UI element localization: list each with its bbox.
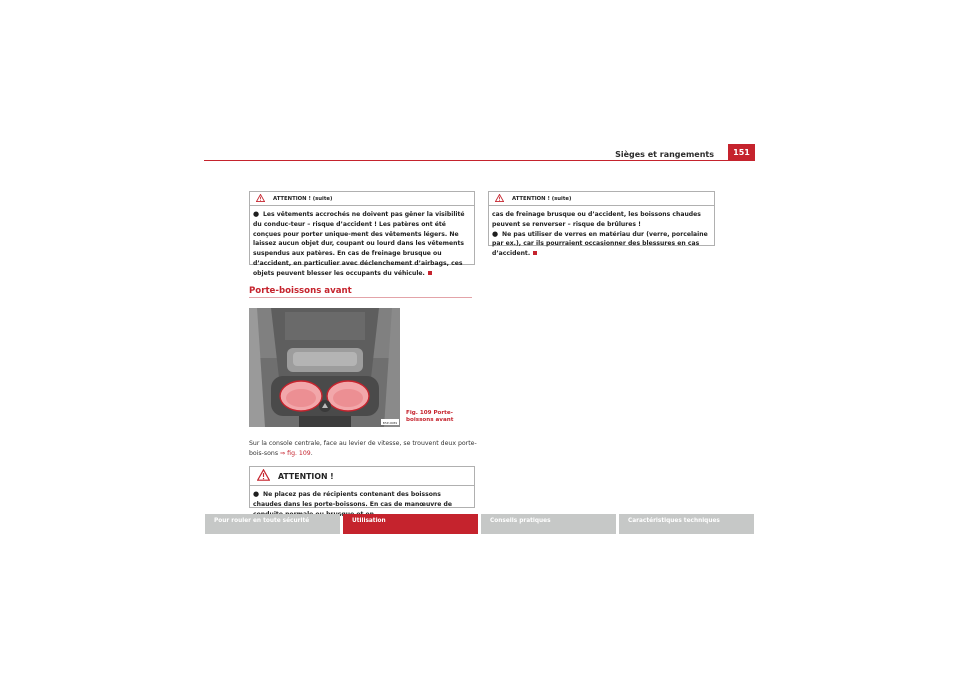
warning-label: ATTENTION ! (suite) bbox=[273, 195, 333, 202]
warning-header bbox=[250, 192, 474, 206]
warning-triangle-icon bbox=[256, 194, 265, 204]
warning-body bbox=[250, 206, 474, 282]
warning-text: Les vêtements accrochés ne doivent pas gêner la visibilité du conduc-teur – risque d’accident ! Les patères ont été conçues pour porter unique-ment des vêtements légers. Ne laissez aucun objet dur, coupant ou lourd dans les vêtements suspendus aux patères. En cas de freinage brusque ou d’accident, en particulier avec déclenchement d’airbags, ces objets peuvent blesser les occupants du véhicule. bbox=[253, 211, 465, 277]
warning-box-continued-left bbox=[249, 191, 475, 277]
footer-tab-practical-tips[interactable]: Conseils pratiques bbox=[481, 514, 616, 534]
warning-box-continued-right bbox=[488, 191, 715, 258]
warning-text-1: cas de freinage brusque ou d’accident, les boissons chaudes peuvent se renverser – risque de brûlures ! bbox=[492, 211, 701, 228]
section-rule bbox=[249, 297, 472, 298]
end-mark-icon bbox=[428, 271, 432, 275]
warning-text-2: Ne pas utiliser de verres en matériau dur (verre, porcelaine par ex.), car ils pourraient occasionner des blessures en cas d’accident. bbox=[492, 230, 708, 258]
warning-header bbox=[250, 467, 474, 486]
header-rule bbox=[204, 160, 755, 161]
warning-triangle-icon bbox=[495, 194, 504, 204]
figure-code: B5P-0089 bbox=[382, 421, 398, 425]
warning-text: Ne placez pas de récipients contenant des boissons chaudes dans les porte-boissons. En cas de manœuvre de brusque bbox=[253, 491, 453, 518]
warning-box-main bbox=[249, 466, 475, 518]
cupholder-figure bbox=[249, 308, 400, 427]
footer-tab-operation[interactable]: Utilisation bbox=[343, 514, 478, 534]
warning-body bbox=[489, 206, 714, 262]
body-paragraph bbox=[249, 439, 477, 459]
body-text: Sur la console centrale, face au levier de vitesse, se trouvent deux porte-bois-sons bbox=[249, 440, 477, 457]
body-end: . bbox=[310, 449, 313, 457]
warning-triangle-icon bbox=[257, 469, 270, 483]
footer-tab-technical-specs[interactable]: Caractéristiques techniques bbox=[619, 514, 754, 534]
warning-label: ATTENTION ! (suite) bbox=[512, 195, 572, 202]
bullet-icon: ● bbox=[253, 490, 260, 498]
bullet-icon: ● bbox=[253, 210, 260, 218]
figure-caption: Fig. 109 Porte-boissons avant bbox=[406, 410, 454, 423]
footer-tab-safety[interactable]: Pour rouler en toute sécurité bbox=[205, 514, 340, 534]
warning-header bbox=[489, 192, 714, 206]
end-mark-icon bbox=[533, 251, 537, 255]
figure-link[interactable]: ⇒ fig. 109 bbox=[280, 449, 311, 457]
page-header-title: Sièges et rangements bbox=[615, 150, 714, 159]
warning-label: ATTENTION ! bbox=[278, 471, 334, 481]
bullet-icon: ● bbox=[492, 229, 499, 238]
page-number: 151 bbox=[728, 144, 755, 160]
section-title: Porte-boissons avant bbox=[249, 286, 352, 296]
